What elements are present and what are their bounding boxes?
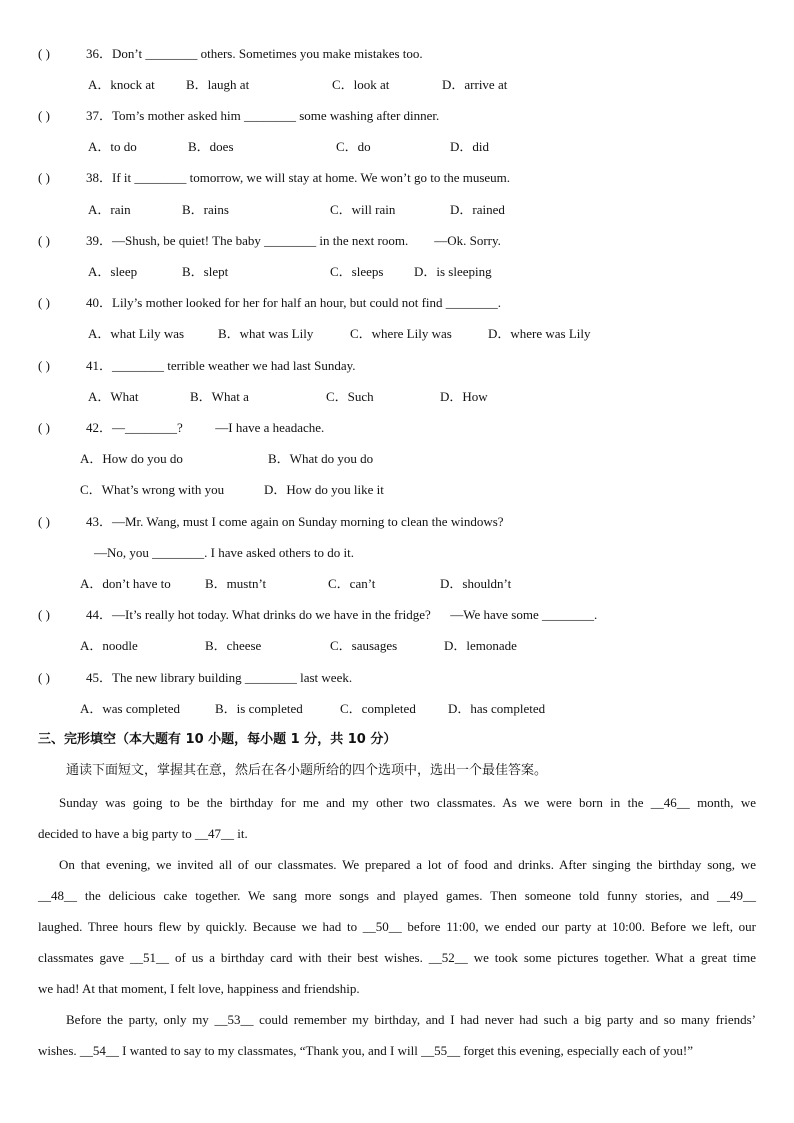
- passage-line: Before the party, only my __53__ could remember my birthday, and I had never had such a big party and so many friends’: [66, 1012, 756, 1027]
- option-c: C．sleeps: [330, 264, 384, 279]
- option-b: B．laugh at: [186, 77, 250, 92]
- answer-bracket[interactable]: ( ): [38, 607, 50, 622]
- option-a: A．sleep: [88, 264, 138, 279]
- option-a: A．to do: [88, 139, 137, 154]
- answer-bracket[interactable]: ( ): [38, 358, 50, 373]
- option-b: B．mustn’t: [205, 576, 267, 591]
- answer-bracket[interactable]: ( ): [38, 108, 50, 123]
- option-a: A．don’t have to: [80, 576, 171, 591]
- option-b: B．slept: [182, 264, 229, 279]
- question-stem: 38．If it ________ tomorrow, we will stay at home. We won’t go to the museum.: [86, 170, 511, 185]
- option-d: D．How: [440, 389, 488, 404]
- question-39: [38, 233, 501, 249]
- option-b: B．cheese: [205, 638, 262, 653]
- question-43-reply: —No, you ________. I have asked others to do it.: [94, 545, 354, 560]
- passage-line: classmates gave __51__ of us a birthday card with their best wishes. __52__ we took some pictures together. What a great time: [38, 950, 756, 965]
- passage-line: laughed. Three hours flew by quickly. Because we had to __50__ before 11:00, we ended our party at 10:00. Before we left, our: [38, 919, 756, 934]
- question-stem: 43．—Mr. Wang, must I come again on Sunday morning to clean the windows?: [86, 514, 504, 529]
- option-c: C．look at: [332, 77, 390, 92]
- option-d: D．has completed: [448, 701, 546, 716]
- passage-line: wishes. __54__ I wanted to say to my classmates, “Thank you, and I will __55__ forget this evening, especially each of you!”: [38, 1043, 694, 1058]
- question-36: [38, 46, 423, 62]
- option-a: A．knock at: [88, 77, 155, 92]
- option-c: C．will rain: [330, 202, 396, 217]
- question-40: [38, 295, 501, 311]
- option-a: A．what Lily was: [88, 326, 185, 341]
- question-41: [38, 358, 356, 374]
- option-b: B．what was Lily: [218, 326, 314, 341]
- question-42: [38, 420, 324, 436]
- question-stem: 36．Don’t ________ others. Sometimes you make mistakes too.: [86, 46, 423, 61]
- answer-bracket[interactable]: ( ): [38, 420, 50, 435]
- question-38: [38, 170, 510, 186]
- answer-bracket[interactable]: ( ): [38, 233, 50, 248]
- option-b: B．is completed: [215, 701, 303, 716]
- option-b: B．does: [188, 139, 234, 154]
- question-44: [38, 607, 597, 623]
- option-c: C．sausages: [330, 638, 398, 653]
- option-d: D．How do you like it: [264, 482, 384, 497]
- option-c: C．Such: [326, 389, 374, 404]
- option-a: A．noodle: [80, 638, 138, 653]
- option-c: C．completed: [340, 701, 416, 716]
- option-c: C．do: [336, 139, 371, 154]
- section-instruction: 通读下面短文，掌握其在意，然后在各小题所给的四个选项中，选出一个最佳答案。: [66, 763, 548, 778]
- question-45: [38, 670, 352, 686]
- passage-line: decided to have a big party to __47__ it.: [38, 826, 248, 841]
- answer-bracket[interactable]: ( ): [38, 295, 50, 310]
- passage-line: Sunday was going to be the birthday for me and my other two classmates. As we were born in the __46__ month, we: [59, 795, 756, 810]
- option-c: C．can’t: [328, 576, 376, 591]
- option-d: D．arrive at: [442, 77, 508, 92]
- option-d: D．where was Lily: [488, 326, 591, 341]
- option-b: B．rains: [182, 202, 229, 217]
- answer-bracket[interactable]: ( ): [38, 670, 50, 685]
- option-d: D．lemonade: [444, 638, 517, 653]
- option-a: A．rain: [88, 202, 131, 217]
- option-c: C．What’s wrong with you: [80, 482, 225, 497]
- question-stem: 40．Lily’s mother looked for her for half an hour, but could not find ________.: [86, 295, 502, 310]
- passage-line: __48__ the delicious cake together. We sang more songs and played games. Then someone told funny stories, and __49__: [38, 888, 756, 903]
- question-stem: 41．________ terrible weather we had last Sunday.: [86, 358, 356, 373]
- option-d: D．shouldn’t: [440, 576, 512, 591]
- option-b: B．What a: [190, 389, 249, 404]
- question-43: [38, 514, 504, 530]
- question-stem: 37．Tom’s mother asked him ________ some washing after dinner.: [86, 108, 440, 123]
- cloze-passage: [38, 787, 756, 1066]
- option-a: A．How do you do: [80, 451, 183, 466]
- passage-line: we had! At that moment, I felt love, happiness and friendship.: [38, 981, 360, 996]
- option-d: D．is sleeping: [414, 264, 492, 279]
- question-stem: 42．—________? —I have a headache.: [86, 420, 325, 435]
- option-b: B．What do you do: [268, 451, 374, 466]
- answer-bracket[interactable]: ( ): [38, 514, 50, 529]
- answer-bracket[interactable]: ( ): [38, 46, 50, 61]
- option-c: C．where Lily was: [350, 326, 452, 341]
- question-37: [38, 108, 439, 124]
- section-heading: 三、完形填空（本大题有 10 小题，每小题 1 分，共 10 分）: [38, 732, 397, 747]
- question-stem: 45．The new library building ________ last week.: [86, 670, 353, 685]
- option-d: D．did: [450, 139, 490, 154]
- question-stem: 39．—Shush, be quiet! The baby ________ in the next room. —Ok. Sorry.: [86, 233, 501, 248]
- option-a: A．was completed: [80, 701, 181, 716]
- answer-bracket[interactable]: ( ): [38, 170, 50, 185]
- option-a: A．What: [88, 389, 139, 404]
- option-d: D．rained: [450, 202, 505, 217]
- question-stem: 44．—It’s really hot today. What drinks do we have in the fridge? —We have some ________.: [86, 607, 598, 622]
- passage-line: On that evening, we invited all of our classmates. We prepared a lot of food and drinks. After singing the birthday song, we: [59, 857, 756, 872]
